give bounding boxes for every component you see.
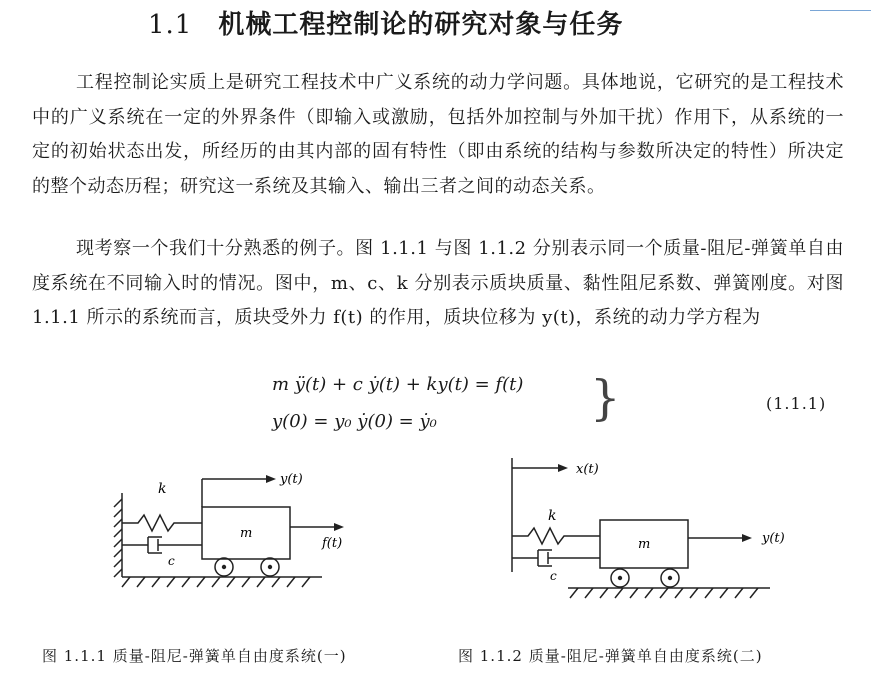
fig2-damper-label: c — [550, 569, 557, 583]
fig2-mass-label: m — [638, 537, 651, 552]
fig2-spring — [512, 528, 600, 544]
fig1-output-label: y(t) — [280, 472, 303, 487]
fig1-damper-label: c — [168, 554, 175, 568]
equation-line-2: y(0) = y₀ ẏ(0) = ẏ₀ — [272, 411, 437, 432]
fig2-output-arrowhead — [742, 534, 752, 542]
section-title: 机械工程控制论的研究对象与任务 — [218, 10, 624, 40]
equation-brace: } — [590, 370, 621, 426]
paragraph-1: 工程控制论实质上是研究工程技术中广义系统的动力学问题。具体地说，它研究的是工程技术中的广义系统在一定的外界条件（即输入或激励，包括外加控制与外加干扰）作用下，从系统的一定的初始状态出发，所经历的由其内部的固有特性（即由系统的结构与参数所决定的特性）所决定的整个动态历程；研究这一系统及其输入、输出三者之间的动态关系。 — [32, 72, 844, 197]
fig2-ground-hatch — [570, 588, 758, 598]
paragraph-2: 现考察一个我们十分熟悉的例子。图 1.1.1 与图 1.1.2 分别表示同一个质量-阻尼-弹簧单自由度系统在不同输入时的情况。图中，m、c、k 分别表示质块质量、黏性阻尼系数、弹簧刚度。对图1.1.1 所示的系统而言，质块受外力 f(t) 的作用，质块位移为 y(t)，系统的动力学方程为 — [32, 238, 844, 328]
fig2-input-arrowhead — [558, 464, 568, 472]
fig1-output-arrowhead — [266, 475, 276, 483]
section-number: 1.1 — [148, 10, 193, 40]
page-corner-mark — [810, 0, 871, 11]
equation-line-1: m ÿ(t) + c ẏ(t) + ky(t) = f(t) — [272, 374, 524, 395]
figure-1-diagram — [100, 455, 370, 605]
figure-1-caption: 图 1.1.1 质量-阻尼-弹簧单自由度系统(一) — [42, 647, 347, 665]
fig1-spring-label: k — [158, 481, 167, 497]
fig2-spring-label: k — [548, 508, 557, 524]
fig2-input-label: x(t) — [576, 462, 599, 477]
fig1-input-label: f(t) — [322, 536, 343, 551]
fig1-ground-hatch — [122, 577, 310, 587]
fig1-spring — [122, 515, 202, 531]
fig1-mass-label: m — [240, 526, 253, 541]
fig1-input-arrowhead — [334, 523, 344, 531]
equation-number: (1.1.1) — [766, 394, 827, 413]
section-heading — [148, 4, 623, 41]
fig2-output-label: y(t) — [762, 531, 785, 546]
figure-2-diagram — [500, 448, 820, 608]
fig1-wall-hatch — [114, 499, 122, 577]
figure-2-caption: 图 1.1.2 质量-阻尼-弹簧单自由度系统(二) — [458, 647, 763, 665]
